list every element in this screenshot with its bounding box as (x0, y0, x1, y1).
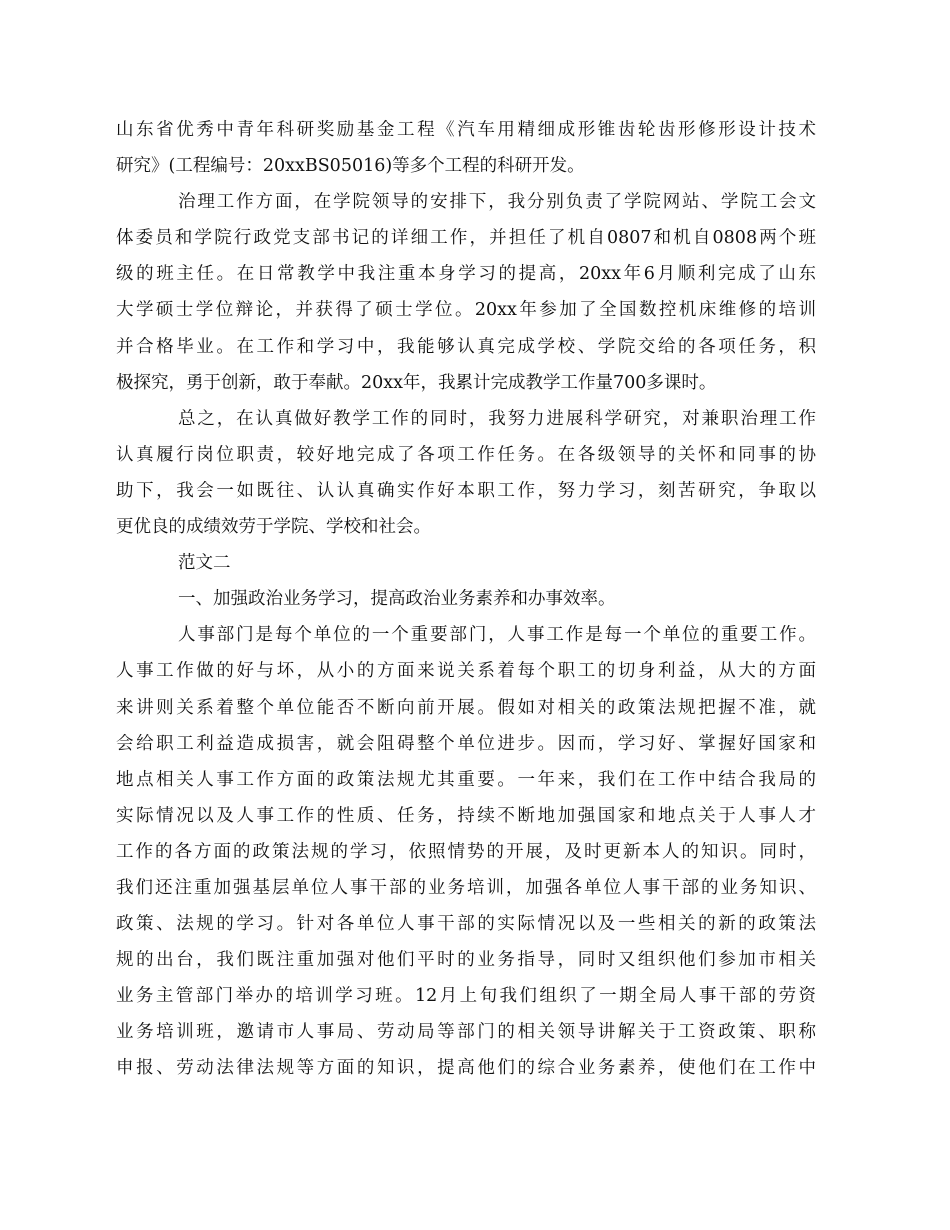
text-line: 更优良的成绩效劳于学院、学校和社会。 (116, 517, 431, 538)
text-line: 研究》(工程编号：20xxBS05016)等多个工程的科研开发。 (116, 156, 585, 177)
text-line: 人事工作做的好与坏，从小的方面来说关系着每个职工的切身利益，从大的方面 (116, 661, 816, 682)
text-line: 范文二 (178, 553, 231, 574)
text-line: 工作的各方面的政策法规的学习，依照情势的开展，及时更新本人的知识。同时， (116, 841, 816, 862)
text-line: 并合格毕业。在工作和学习中，我能够认真完成学校、学院交给的各项任务，积 (116, 336, 816, 357)
text-line: 认真履行岗位职责，较好地完成了各项工作任务。在各级领导的关怀和同事的协 (116, 444, 816, 465)
text-line: 规的出台，我们既注重加强对他们平时的业务指导，同时又组织他们参加市相关 (116, 950, 816, 971)
text-line: 会给职工利益造成损害，就会阻碍整个单位进步。因而，学习好、掌握好国家和 (116, 733, 816, 754)
text-line: 一、加强政治业务学习，提高政治业务素养和办事效率。 (178, 589, 616, 610)
text-line: 级的班主任。在日常教学中我注重本身学习的提高，20xx年6月顺利完成了山东 (116, 264, 816, 285)
text-line: 地点相关人事工作方面的政策法规尤其重要。一年来，我们在工作中结合我局的 (116, 769, 816, 790)
text-line: 业务主管部门举办的培训学习班。12月上旬我们组织了一期全局人事干部的劳资 (116, 986, 816, 1007)
text-line: 总之，在认真做好教学工作的同时，我努力进展科学研究，对兼职治理工作 (178, 408, 816, 429)
text-line: 来讲则关系着整个单位能否不断向前开展。假如对相关的政策法规把握不准，就 (116, 697, 816, 718)
text-line: 申报、劳动法律法规等方面的知识，提高他们的综合业务素养，使他们在工作中 (116, 1058, 816, 1079)
text-line: 治理工作方面，在学院领导的安排下，我分别负责了学院网站、学院工会文 (178, 192, 816, 213)
text-line: 我们还注重加强基层单位人事干部的业务培训，加强各单位人事干部的业务知识、 (116, 877, 816, 898)
text-line: 政策、法规的学习。针对各单位人事干部的实际情况以及一些相关的新的政策法 (116, 914, 816, 935)
text-line: 实际情况以及人事工作的性质、任务，持续不断地加强国家和地点关于人事人才 (116, 805, 816, 826)
text-line: 大学硕士学位辩论，并获得了硕士学位。20xx年参加了全国数控机床维修的培训 (116, 300, 816, 321)
text-line: 业务培训班，邀请市人事局、劳动局等部门的相关领导讲解关于工资政策、职称 (116, 1022, 816, 1043)
text-line: 极探究，勇于创新，敢于奉献。20xx年，我累计完成教学工作量700多课时。 (116, 372, 717, 393)
text-line: 人事部门是每个单位的一个重要部门，人事工作是每一个单位的重要工作。 (178, 625, 816, 646)
text-line: 体委员和学院行政党支部书记的详细工作，并担任了机自0807和机自0808两个班 (116, 228, 816, 249)
text-line: 山东省优秀中青年科研奖励基金工程《汽车用精细成形锥齿轮齿形修形设计技术 (116, 120, 816, 140)
text-line: 助下，我会一如既往、认认真确实作好本职工作，努力学习，刻苦研究，争取以 (116, 480, 816, 501)
document-body (116, 112, 816, 1087)
